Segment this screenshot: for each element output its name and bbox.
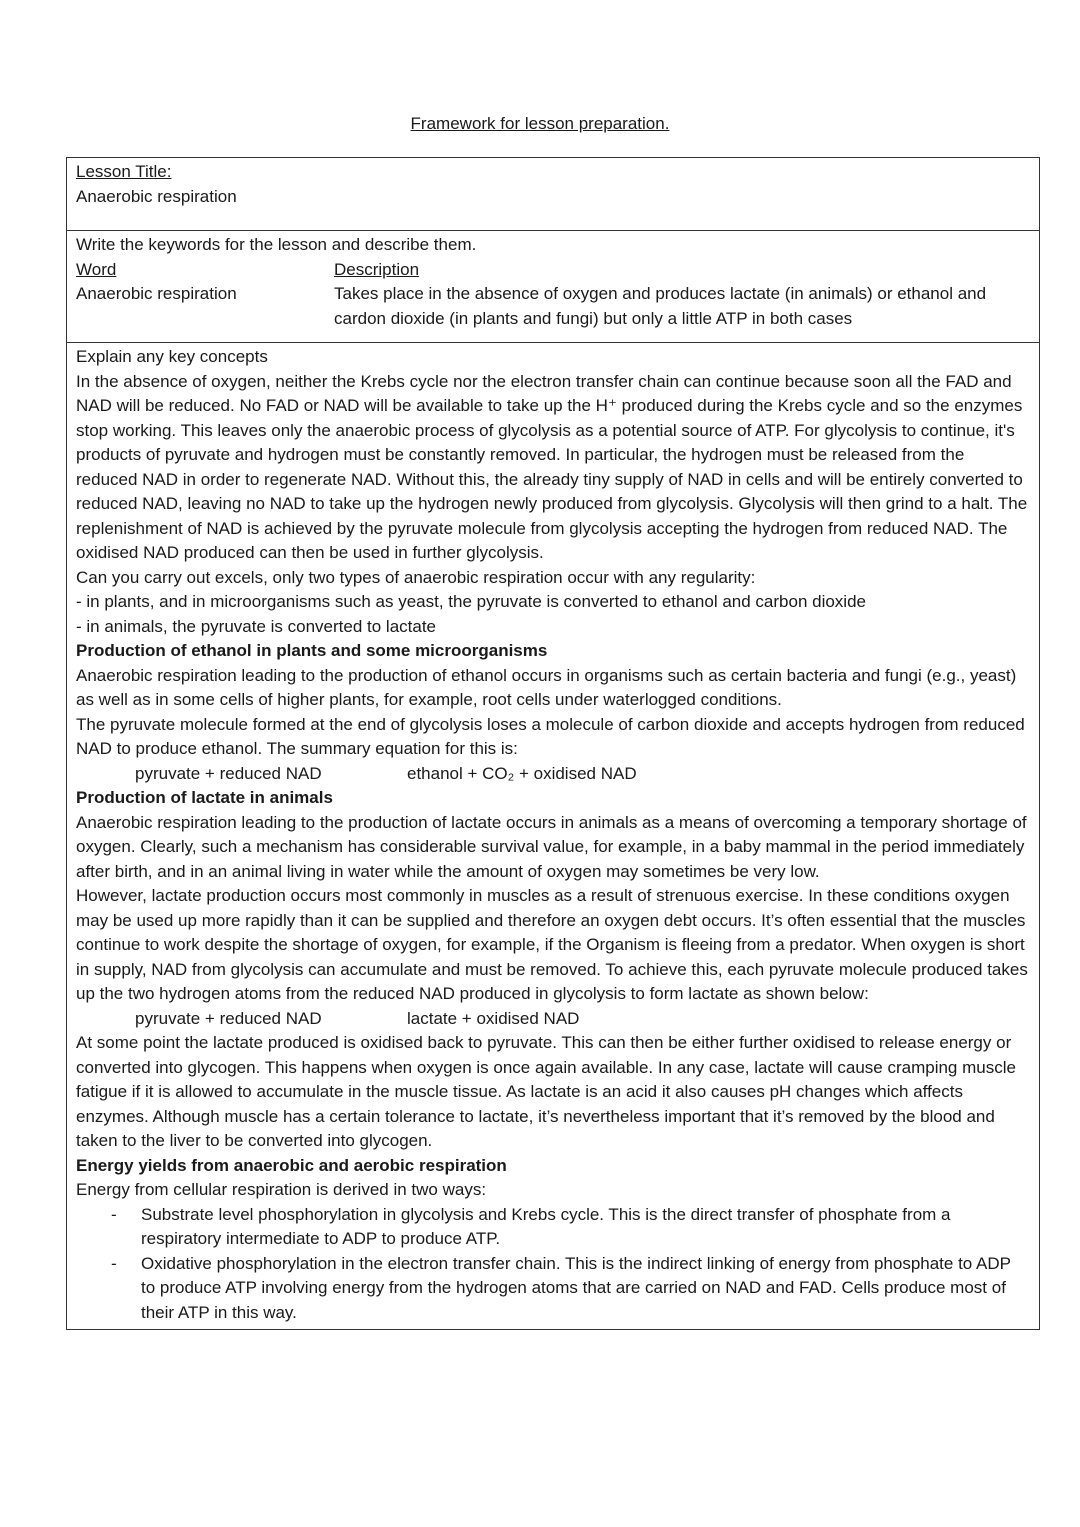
lactate-paragraph-1: Anaerobic respiration leading to the production of lactate occurs in animals as a means of overcoming a temporary shortage of oxygen. Clearly, such a mechanism has considerable survival value, for example, in a baby mammal in the period immediately after birth, and in an animal living in water while the amount of oxygen may sometimes be very low. (76, 812, 1027, 881)
keyword-description: Takes place in the absence of oxygen and produces lactate (in animals) or ethanol and cardon dioxide (in plants and fungi) but only a little ATP in both cases (334, 284, 987, 328)
concepts-section (67, 343, 1039, 1329)
lactate-heading: Production of lactate in animals (76, 788, 333, 807)
lactate-equation (76, 1007, 1029, 1032)
energy-heading: Energy yields from anaerobic and aerobic respiration (76, 1155, 507, 1175)
energy-intro: Energy from cellular respiration is derived in two ways: (76, 1180, 487, 1199)
lesson-title-section (67, 158, 1039, 231)
concepts-intro-paragraph: In the absence of oxygen, neither the Krebs cycle nor the electron transfer chain can continue because soon all the FAD and NAD will be reduced. No FAD or NAD will be available to take up the H⁺ produced during the Krebs cycle and so the enzymes stop working. This leaves only the anaerobic process of glycolysis as a potential source of ATP. For glycolysis to continue, it's products of pyruvate and hydrogen must be constantly removed. In particular, the hydrogen must be released from the reduced NAD in order to regenerate NAD. Without this, the already tiny supply of NAD in cells and will be entirely converted to reduced NAD, leaving no NAD to take up the hydrogen newly produced from glycolysis. Glycolysis will then grind to a halt. The replenishment of NAD is achieved by the pyruvate molecule from glycolysis accepting the hydrogen from reduced NAD. The oxidised NAD produced can then be used in further glycolysis. (76, 371, 1028, 562)
keyword-word: Anaerobic respiration (76, 284, 237, 303)
lesson-title-value: Anaerobic respiration (76, 186, 237, 206)
equation-products: lactate + oxidised NAD (407, 1008, 580, 1028)
types-intro: Can you carry out excels, only two types of anaerobic respiration occur with any regularity: (76, 567, 756, 587)
ethanol-heading: Production of ethanol in plants and some microorganisms (76, 641, 548, 660)
concepts-heading: Explain any key concepts (76, 347, 268, 366)
keywords-instruction: Write the keywords for the lesson and describe them. (76, 235, 477, 254)
bullet-dash: - (111, 1204, 117, 1224)
equation-reactants: pyruvate + reduced NAD (135, 763, 322, 783)
keyword-row (76, 282, 1029, 331)
energy-bullet-list (76, 1203, 1029, 1326)
type-item: - in animals, the pyruvate is converted to lactate (76, 616, 437, 636)
keywords-section (67, 231, 1039, 343)
equation-reactants: pyruvate + reduced NAD (135, 1008, 322, 1028)
equation-products: ethanol + CO₂ + oxidised NAD (407, 763, 637, 783)
bullet-text: Substrate level phosphorylation in glycolysis and Krebs cycle. This is the direct transfer of phosphate from a respiratory intermediate to ADP to produce ATP. (141, 1204, 951, 1248)
bullet-dash: - (111, 1253, 117, 1273)
ethanol-equation (76, 762, 1029, 787)
lesson-title-label: Lesson Title: (76, 162, 172, 181)
lactate-paragraph-3: At some point the lactate produced is oxidised back to pyruvate. This can then be either further oxidised to release energy or converted into glycogen. This happens when oxygen is once again available. In any case, lactate will cause cramping muscle fatigue if it is allowed to accumulate in the muscle tissue. As lactate is an acid it also causes pH changes which affects enzymes. Although muscle has a certain tolerance to lactate, it’s nevertheless important that it’s removed by the blood and taken to the liver to be converted into glycogen. (76, 1033, 1016, 1150)
bullet-text: Oxidative phosphorylation in the electron transfer chain. This is the indirect linking of energy from phosphate to ADP to produce ATP involving energy from the hydrogen atoms that are carried on NAD and FAD. Cells produce most of their ATP in this way. (141, 1253, 1011, 1322)
word-column-header: Word (76, 259, 117, 279)
lactate-paragraph-2: However, lactate production occurs most commonly in muscles as a result of strenuous exercise. In these conditions oxygen may be used up more rapidly than it can be supplied and therefore an oxygen debt occurs. It’s often essential that the muscles continue to work despite the shortage of oxygen, for example, if the Organism is fleeing from a predator. When oxygen is short in supply, NAD from glycolysis can accumulate and must be removed. To achieve this, each pyruvate molecule produced takes up the two hydrogen atoms from the reduced NAD produced in glycolysis to form lactate as shown below: (76, 886, 1028, 1003)
keywords-header-row (76, 258, 1029, 283)
ethanol-paragraph-1: Anaerobic respiration leading to the production of ethanol occurs in organisms such as certain bacteria and fungi (e.g., yeast) as well as in some cells of higher plants, for example, root cells under waterlogged conditions. (76, 665, 1017, 709)
lesson-frame (66, 157, 1040, 1330)
list-item (76, 1252, 1029, 1326)
document-title: Framework for lesson preparation. (410, 114, 670, 133)
list-item (76, 1203, 1029, 1252)
description-column-header: Description (334, 259, 420, 279)
type-item: - in plants, and in microorganisms such as yeast, the pyruvate is converted to ethanol and carbon dioxide (76, 592, 866, 611)
ethanol-paragraph-2: The pyruvate molecule formed at the end of glycolysis loses a molecule of carbon dioxide and accepts hydrogen from reduced NAD to produce ethanol. The summary equation for this is: (76, 714, 1025, 758)
